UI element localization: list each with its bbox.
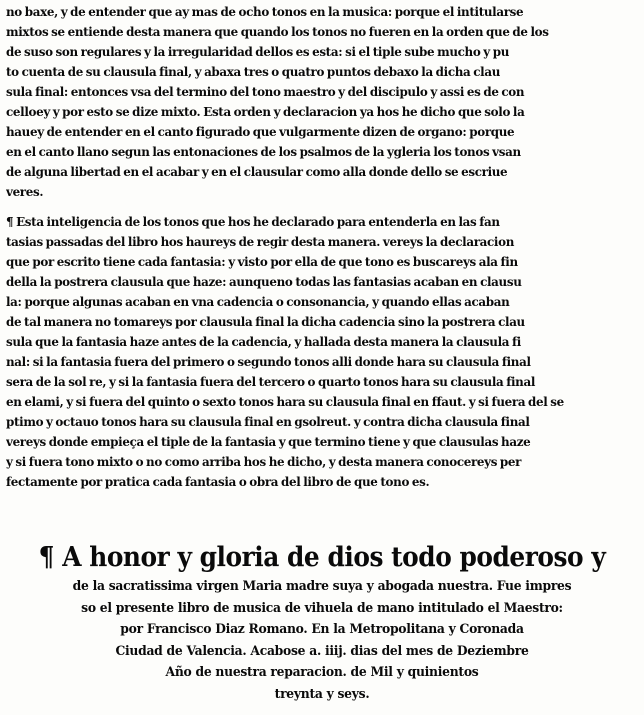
text-line: en elami, y si fuera del quinto o sexto tonos hara su clausula final en ffaut. y si fuera del se [6,394,564,409]
colophon-line: Año de nuestra reparacion. de Mil y quinientos [165,665,479,680]
text-line: que por escrito tiene cada fantasia: y visto por ella de que tono es buscareys ala fin [6,254,518,269]
text-line: vereys donde empieça el tiple de la fantasia y que termino tiene y que clausulas haze [6,434,531,449]
text-line: en el canto llano segun las entonaciones de los psalmos de la ygleria los tonos vsan [6,144,521,159]
text-line: tasias passadas del libro hos haureys de regir desta manera. vereys la declaracion [6,234,515,249]
text-line: mixtos se entiende desta manera que quando los tonos no fueren en la orden que de los [6,24,549,39]
text-line: sera de la sol re, y si la fantasia fuera del tercero o quarto tonos hara su clausula final [6,374,536,389]
text-line: celloey y por esto se dize mixto. Esta orden y declaracion ya hos he dicho que solo la [6,104,525,119]
colophon-line: treynta y seys. [274,686,370,702]
text-line: sula final: entonces vsa del termino del tono maestro y del discipulo y assi es de con [6,84,525,99]
text-line: to cuenta de su clausula final, y abaxa tres o quatro puntos debaxo la dicha clau [6,64,501,79]
text-line: ptimo y octauo tonos hara su clausula final en gsolreut. y contra dicha clausula final [6,414,530,429]
text-line: sula que la fantasia haze antes de la cadencia, y hallada desta manera la clausula fi [6,334,521,349]
colophon-line: Ciudad de Valencia. Acabose a. iiij. dias del mes de Deziembre [115,643,529,659]
body-paragraph-2 [6,212,609,492]
text-line: la: porque algunas acaban en vna cadencia o consonancia, y quando ellas acaban [6,294,510,309]
text-line: de alguna libertad en el acabar y en el clausular como alla donde dello se escriue [6,164,508,179]
text-line: fectamente por pratica cada fantasia o obra del libro de que tono es. [6,474,430,489]
text-line: hauey de entender en el canto figurado que vulgarmente dizen de organo: porque [6,124,515,139]
body-paragraph-1 [6,2,609,202]
colophon [0,540,644,705]
colophon-line: so el presente libro de musica de vihuela de mano intitulado el Maestro: [81,600,563,616]
text-line: de tal manera no tomareys por clausula final la dicha cadencia sino la postrera clau [6,314,525,329]
colophon-line: de la sacratissima virgen Maria madre suya y abogada nuestra. Fue impres [72,579,572,594]
colophon-headline: ¶ A honor y gloria de dios todo poderoso y [38,542,606,573]
text-line: veres. [6,184,44,199]
text-line: y si fuera tono mixto o no como arriba hos he dicho, y desta manera conocereys per [6,454,522,469]
text-line: della la postrera clausula que haze: aunqueno todas las fantasias acaban en clausu [6,274,522,289]
text-line: nal: si la fantasia fuera del primero o segundo tonos alli donde hara su clausula final [6,354,531,369]
colophon-line: por Francisco Diaz Romano. En la Metropolitana y Coronada [120,622,524,637]
text-line: ¶ Esta inteligencia de los tonos que hos he declarado para entenderla en las fan [6,214,500,229]
text-line: de suso son regulares y la irregularidad dellos es esta: si el tiple sube mucho y pu [6,44,510,59]
text-line: no baxe, y de entender que ay mas de ocho tonos en la musica: porque el intitularse [6,4,524,19]
